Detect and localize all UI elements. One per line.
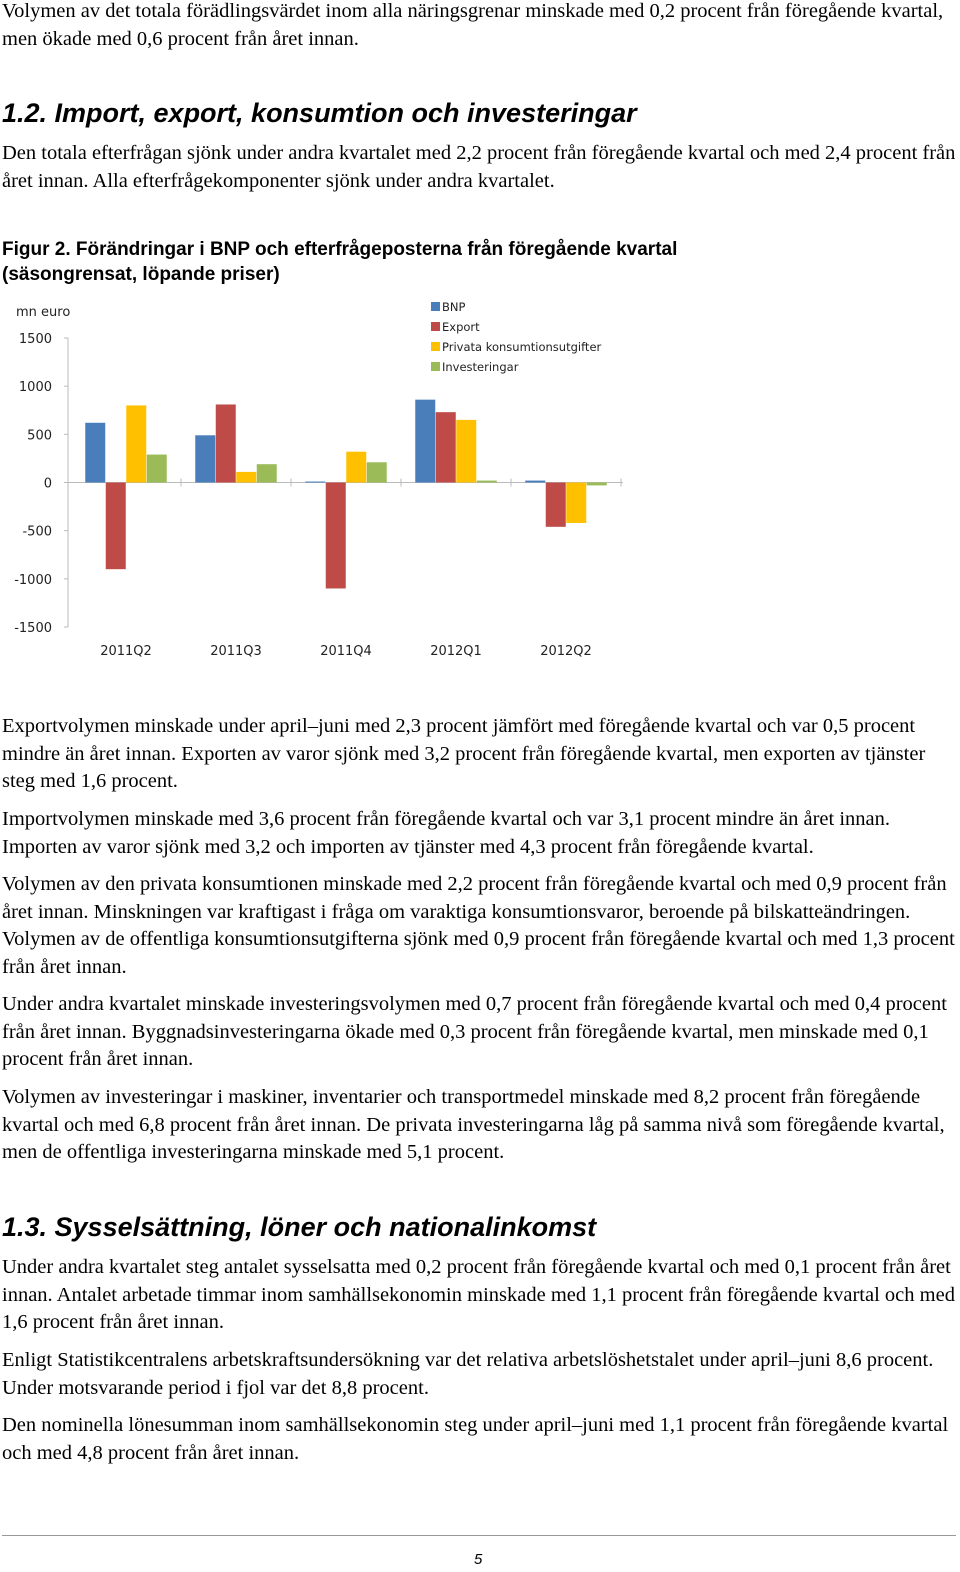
x-tick-label: 2011Q4 <box>320 644 372 659</box>
y-tick-label: 1000 <box>18 380 52 396</box>
investment-paragraph: Under andra kvartalet minskade investeringsvolymen med 0,7 procent från föregående kvartal och med 0,4 procent från året innan. Byggnadsinvesteringarna ökade med 0,3 procent från föregående kvartal, men minskade med 0,1 procent från året innan. <box>2 993 947 1070</box>
bar <box>257 464 277 482</box>
consumption-paragraph: Volymen av den privata konsumtionen minskade med 2,2 procent från föregående kvartal och med 0,9 procent från året innan. Minskningen var kraftigast i fråga om varaktiga konsumtionsvaror, beroende på bilskatteändringen. Volymen av de offentliga konsumtionsutgifterna sjönk med 0,9 procent från föregående kvartal och med 1,3 procent från året innan. <box>2 873 955 978</box>
legend-swatch <box>431 362 440 371</box>
bar <box>346 452 366 483</box>
y-tick-label: -500 <box>22 524 52 540</box>
y-tick-label: 0 <box>43 476 52 492</box>
x-tick-label: 2011Q3 <box>210 644 262 659</box>
bar <box>126 405 146 482</box>
bar <box>525 481 545 483</box>
bar-chart <box>2 297 642 677</box>
bar <box>436 412 456 482</box>
legend-swatch <box>431 342 440 351</box>
unemployment-paragraph: Enligt Statistikcentralens arbetskraftsundersökning var det relativa arbetslöshetstalet under april–juni 8,6 procent. Under motsvarande period i fjol var det 8,8 procent. <box>2 1349 934 1399</box>
bar <box>477 481 497 483</box>
section-1-2-paragraph: Den totala efterfrågan sjönk under andra kvartalet med 2,2 procent från föregående kvartal och med 2,4 procent från året innan. Alla efterfrågekomponenter sjönk under andra kvartalet. <box>2 142 956 192</box>
machinery-paragraph: Volymen av investeringar i maskiner, inventarier och transportmedel minskade med 8,2 procent från föregående kvartal och med 6,8 procent från året innan. De privata investeringarna låg på samma nivå som föregående kvartal, men de offentliga investeringarna minskade med 5,1 procent. <box>2 1086 945 1163</box>
wages-paragraph: Den nominella lönesumman inom samhällsekonomin steg under april–juni med 1,1 procent från föregående kvartal och med 4,8 procent från året innan. <box>2 1414 949 1464</box>
export-paragraph: Exportvolymen minskade under april–juni med 2,3 procent jämfört med föregående kvartal och var 0,5 procent mindre än året innan. Exporten av varor sjönk med 3,2 procent från föregående kvartal, men exporten av tjänster steg med 1,6 procent. <box>2 715 926 792</box>
bar <box>216 404 236 482</box>
bar <box>546 483 566 527</box>
legend-label: Export <box>442 320 480 334</box>
employment-paragraph: Under andra kvartalet steg antalet sysselsatta med 0,2 procent från föregående kvartal och med 0,1 procent från året innan. Antalet arbetade timmar inom samhällsekonomin minskade med 1,1 procent från föregående kvartal och med 1,6 procent från året innan. <box>2 1256 955 1333</box>
y-tick-label: -1000 <box>14 572 52 588</box>
bar <box>236 472 256 483</box>
bar <box>326 483 346 589</box>
y-tick-label: 500 <box>27 428 52 444</box>
section-heading-1-2: 1.2. Import, export, konsumtion och investeringar <box>2 98 637 128</box>
bar <box>195 435 215 482</box>
bar <box>305 482 325 483</box>
figure-caption: Figur 2. Förändringar i BNP och efterfrågeposterna från föregående kvartal (säsongrensat, löpande priser) <box>2 239 678 285</box>
footer-divider <box>2 1535 956 1536</box>
legend-label: BNP <box>442 300 466 314</box>
y-tick-label: 1500 <box>18 332 52 347</box>
legend-label: Investeringar <box>442 360 519 374</box>
bar <box>85 423 105 483</box>
page-number: 5 <box>474 1551 483 1568</box>
bar <box>587 483 607 486</box>
legend-label: Privata konsumtionsutgifter <box>442 340 602 354</box>
bar <box>147 455 167 483</box>
x-tick-label: 2012Q2 <box>540 644 592 659</box>
legend-swatch <box>431 322 440 331</box>
bar <box>456 420 476 483</box>
bar <box>106 483 126 570</box>
section-heading-1-3: 1.3. Sysselsättning, löner och nationalinkomst <box>2 1212 597 1242</box>
intro-paragraph: Volymen av det totala förädlingsvärdet inom alla näringsgrenar minskade med 0,2 procent från föregående kvartal, men ökade med 0,6 procent från året innan. <box>2 0 944 50</box>
bar <box>367 462 387 482</box>
legend-swatch <box>431 302 440 311</box>
bar <box>415 400 435 483</box>
import-paragraph: Importvolymen minskade med 3,6 procent från föregående kvartal och var 3,1 procent mindre än året innan. Importen av varor sjönk med 3,2 och importen av tjänster med 4,3 procent från föregående kvartal. <box>2 808 891 858</box>
y-axis-unit-label: mn euro <box>16 305 71 320</box>
bar <box>566 483 586 523</box>
y-tick-label: -1500 <box>14 621 52 636</box>
x-tick-label: 2012Q1 <box>430 644 482 659</box>
x-tick-label: 2011Q2 <box>100 644 152 659</box>
